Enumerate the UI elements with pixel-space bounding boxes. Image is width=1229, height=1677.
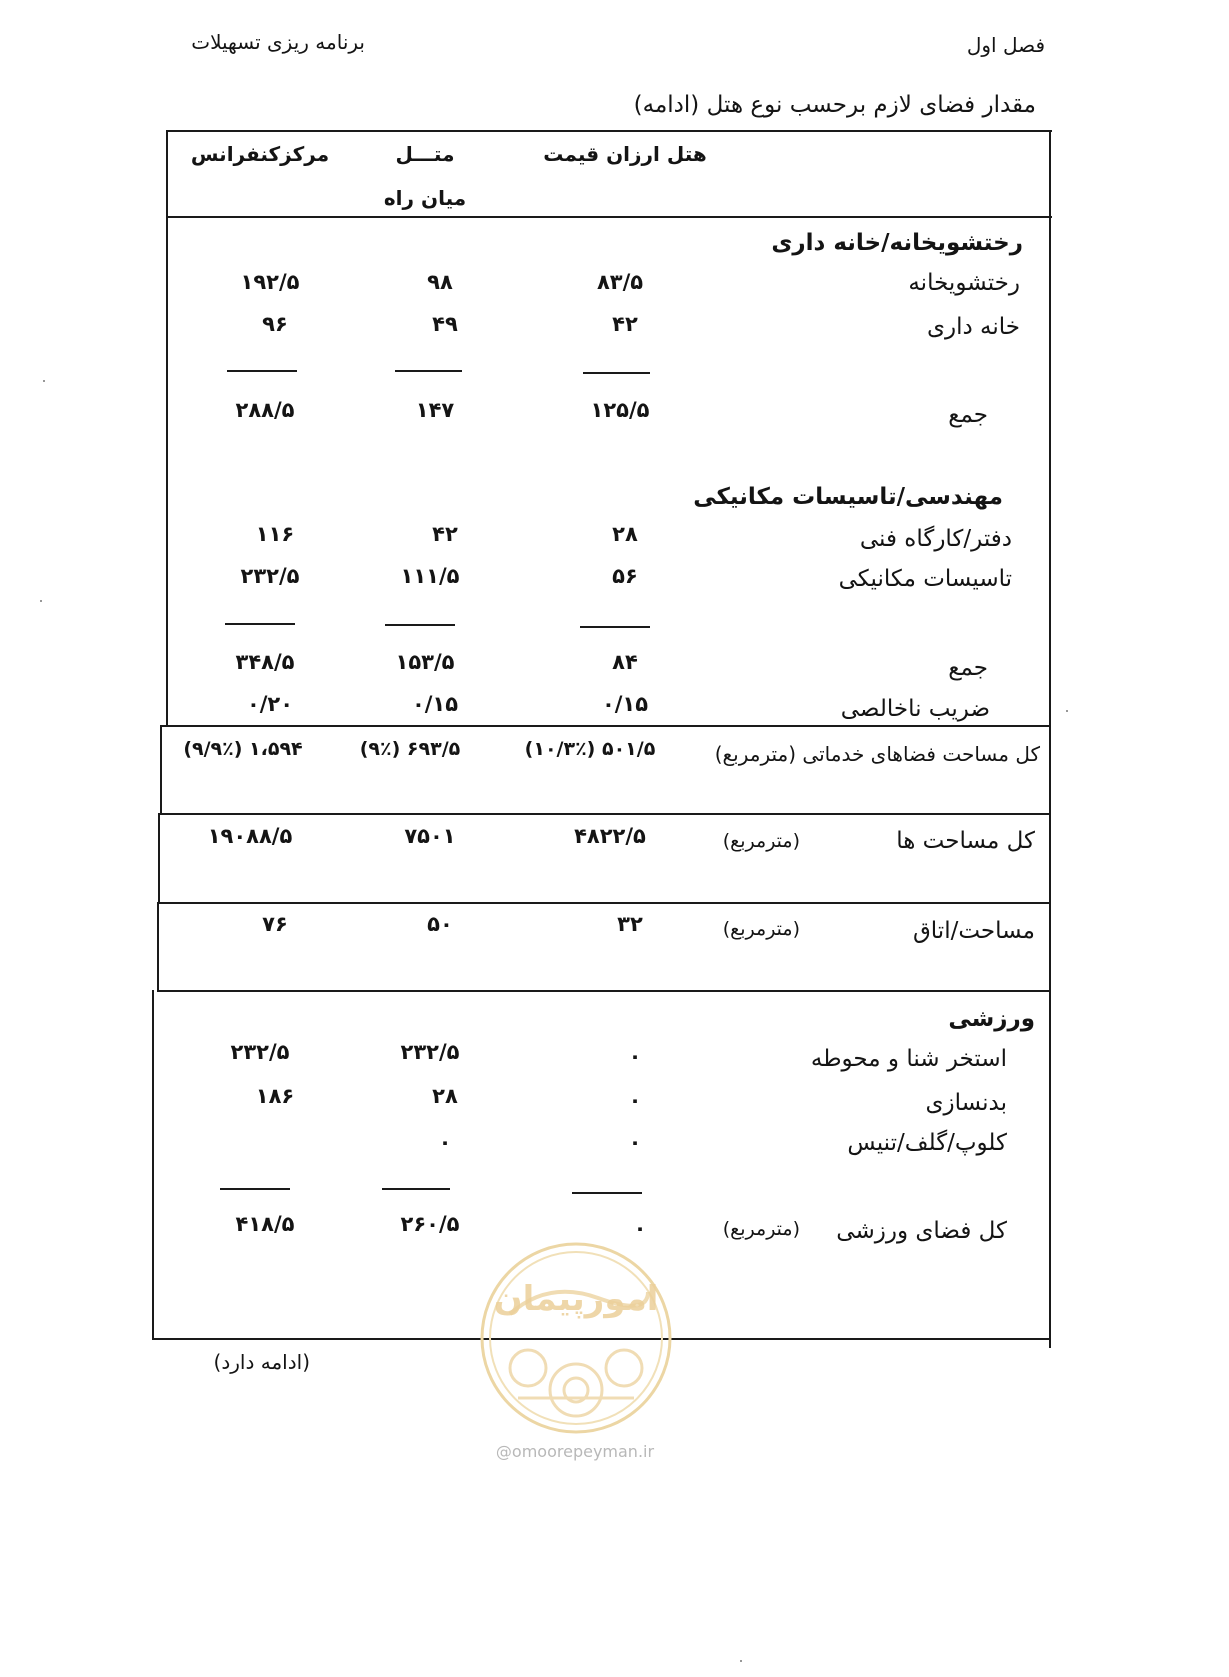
cell-conference: (۹/۹٪) ۱،۵۹۴ bbox=[183, 738, 303, 760]
cell-budget: ۰/۱۵ bbox=[601, 692, 649, 716]
cell-budget: ۸۴ bbox=[612, 650, 638, 674]
row-label: رختشویخانه bbox=[908, 270, 1020, 296]
cell-motel: (۹٪) ۶۹۳/۵ bbox=[359, 738, 461, 760]
chapter-title: فصل اول bbox=[966, 33, 1045, 57]
cell-motel: ۲۶۰/۵ bbox=[400, 1212, 460, 1236]
section-title-sports: ورزشی bbox=[948, 1006, 1035, 1032]
sum-rule bbox=[225, 623, 295, 625]
cell-motel: ۰ bbox=[438, 1130, 452, 1154]
sports-total-label: کل فضای ورزشی bbox=[836, 1218, 1007, 1244]
service-total-label: کل مساحت فضاهای خدماتی (مترمربع) bbox=[714, 742, 1040, 766]
cell-conference: ۱۱۶ bbox=[255, 522, 295, 546]
cell-motel: ۷۵۰۱ bbox=[404, 824, 456, 848]
cell-motel: ۴۲ bbox=[432, 522, 458, 546]
cell-motel: ۱۴۷ bbox=[415, 398, 455, 422]
sum-rule bbox=[583, 372, 650, 374]
section-title-engineering: مهندسی/تاسیسات مکانیکی bbox=[693, 484, 1003, 510]
cell-conference: ۴۱۸/۵ bbox=[235, 1212, 295, 1236]
cell-conference: ۰/۲۰ bbox=[246, 692, 294, 716]
scan-speck bbox=[43, 380, 45, 382]
cell-budget: ۰ bbox=[628, 1130, 642, 1154]
cell-budget: ۰ bbox=[628, 1044, 642, 1068]
cell-conference: ۱۸۶ bbox=[255, 1084, 295, 1108]
area-total-label: کل مساحت ها bbox=[896, 828, 1035, 854]
cell-motel: ۵۰ bbox=[427, 912, 453, 936]
row-label-total: جمع bbox=[948, 402, 988, 428]
cell-motel: ۹۸ bbox=[427, 270, 453, 294]
cell-budget: ۰ bbox=[628, 1088, 642, 1112]
sum-rule bbox=[385, 624, 455, 626]
cell-motel: ۰/۱۵ bbox=[411, 692, 459, 716]
cell-conference: ۲۳۲/۵ bbox=[240, 564, 300, 588]
table-caption: مقدار فضای لازم برحسب نوع هتل (ادامه) bbox=[633, 92, 1036, 118]
cell-budget: ۲۸ bbox=[612, 522, 638, 546]
cell-motel: ۴۹ bbox=[432, 312, 458, 336]
sum-rule bbox=[220, 1188, 290, 1190]
scan-speck bbox=[740, 1660, 742, 1662]
unit-label: (مترمربع) bbox=[722, 830, 800, 852]
cell-budget: (۱۰/۳٪) ۵۰۱/۵ bbox=[524, 738, 656, 760]
column-header-budget-hotel: هتل ارزان قیمت bbox=[543, 142, 707, 166]
row-label: تاسیسات مکانیکی bbox=[838, 566, 1012, 592]
cell-budget: ۱۲۵/۵ bbox=[590, 398, 650, 422]
cell-conference: ۷۶ bbox=[262, 912, 288, 936]
cell-budget: ۰ bbox=[633, 1216, 647, 1240]
cell-conference: ۲۳۲/۵ bbox=[230, 1040, 290, 1064]
cell-conference: ۲۸۸/۵ bbox=[235, 398, 295, 422]
cell-motel: ۱۱۱/۵ bbox=[400, 564, 460, 588]
cell-conference: ۹۶ bbox=[262, 312, 288, 336]
sum-rule bbox=[395, 370, 462, 372]
cell-conference: ۱۹۰۸۸/۵ bbox=[207, 824, 293, 848]
row-label: استخر شنا و محوطه bbox=[810, 1046, 1007, 1072]
scan-speck bbox=[1066, 710, 1068, 712]
row-label: بدنسازی bbox=[925, 1090, 1007, 1116]
row-label: دفتر/کارگاه فنی bbox=[859, 526, 1012, 552]
unit-label: (مترمربع) bbox=[722, 1218, 800, 1240]
row-label: کلوپ/گلف/تنیس bbox=[847, 1130, 1007, 1156]
cell-budget: ۴۲ bbox=[612, 312, 638, 336]
cell-motel: ۲۳۲/۵ bbox=[400, 1040, 460, 1064]
row-label-total: جمع bbox=[948, 655, 988, 681]
book-title: برنامه ریزی تسهیلات bbox=[191, 30, 365, 54]
cell-motel: ۲۸ bbox=[432, 1084, 458, 1108]
column-header-conference-center: مرکزکنفرانس bbox=[190, 142, 330, 166]
cell-motel: ۱۵۳/۵ bbox=[395, 650, 455, 674]
sum-rule bbox=[580, 626, 650, 628]
column-header-motel-line2: میان راه bbox=[383, 186, 467, 210]
cell-conference: ۳۴۸/۵ bbox=[235, 650, 295, 674]
room-area-label: مساحت/اتاق bbox=[912, 918, 1035, 944]
column-header-motel: متـــل bbox=[395, 142, 455, 166]
sum-rule bbox=[382, 1188, 450, 1190]
gear-seal-icon bbox=[478, 1240, 674, 1436]
sum-rule bbox=[227, 370, 297, 372]
cell-budget: ۵۶ bbox=[612, 564, 638, 588]
continued-note: (ادامه دارد) bbox=[213, 1350, 310, 1374]
scan-speck bbox=[40, 600, 42, 602]
row-label: خانه داری bbox=[926, 314, 1020, 340]
watermark-url: @omoorepeyman.ir bbox=[495, 1442, 655, 1461]
cell-budget: ۸۳/۵ bbox=[596, 270, 644, 294]
section-title-laundry: رختشویخانه/خانه داری bbox=[771, 230, 1023, 256]
cell-conference: ۱۹۲/۵ bbox=[240, 270, 300, 294]
cell-budget: ۴۸۲۲/۵ bbox=[574, 824, 646, 848]
cell-budget: ۳۲ bbox=[617, 912, 643, 936]
sum-rule bbox=[572, 1192, 642, 1194]
unit-label: (مترمربع) bbox=[722, 918, 800, 940]
watermark-text: امورپیمان bbox=[493, 1279, 659, 1319]
watermark-logo bbox=[478, 1240, 674, 1436]
row-label-factor: ضریب ناخالصی bbox=[840, 696, 990, 722]
